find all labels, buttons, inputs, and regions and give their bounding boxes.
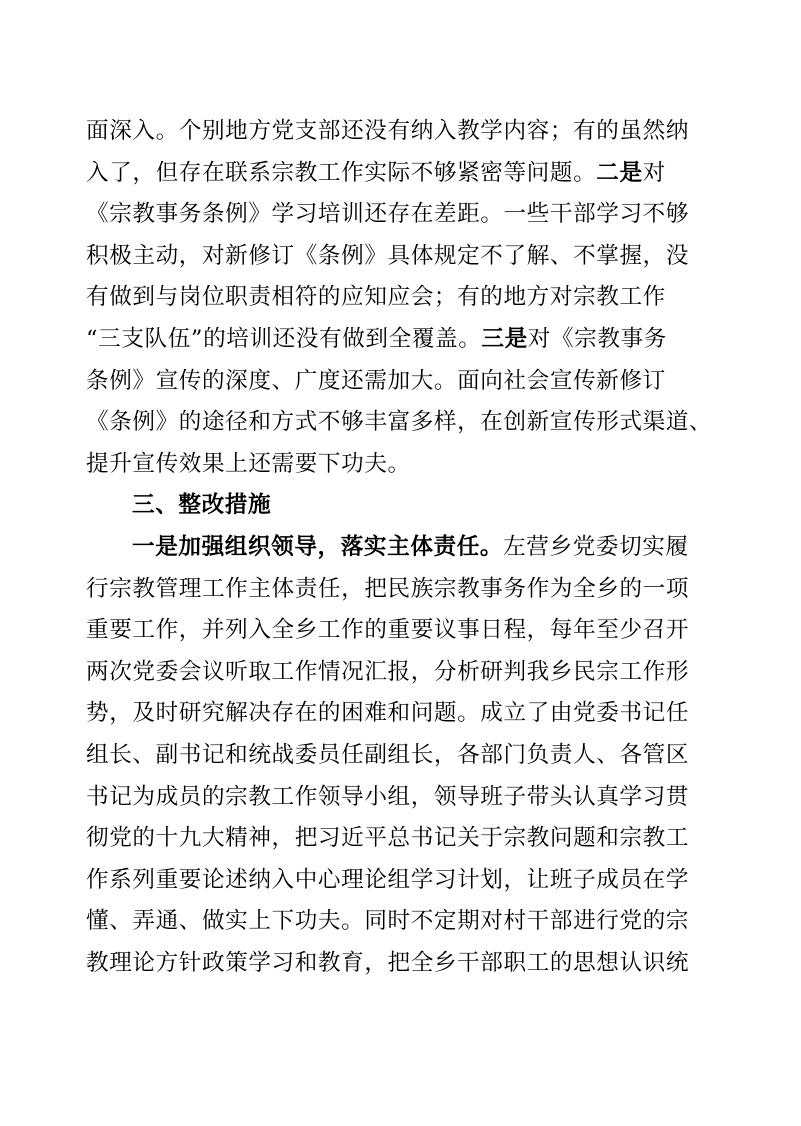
bold-text-segment: 三、整改措施 [132,492,272,519]
text-segment: 对《宗教事务 [527,325,667,352]
text-line [86,153,726,195]
text-line [86,569,726,611]
text-line [86,111,726,153]
text-segment: 面深入。个别地方党支部还没有纳入教学内容；有的虽然纳 [86,118,690,144]
text-line [86,361,726,403]
text-line [86,277,726,319]
text-segment: 积极主动，对新修订《条例》具体规定不了解、不掌握，没 [86,242,690,269]
text-segment: 书记为成员的宗教工作领导小组，领导班子带头认真学习贯 [86,783,690,810]
text-line [86,194,726,236]
text-segment: 两次党委会议听取工作情况汇报，分析研判我乡民宗工作形 [86,658,690,685]
text-segment: 条例》宣传的深度、广度还需加大。面向社会宣传新修订 [86,367,666,394]
text-segment: 提升宣传效果上还需要下功夫。 [86,450,411,477]
text-segment: 作系列重要论述纳入中心理论组学习计划，让班子成员在学 [86,866,690,893]
section-heading [86,485,726,527]
text-segment: 《宗教事务条例》学习培训还存在差距。一些干部学习不够 [86,201,690,228]
text-segment: 《条例》的途径和方式不够丰富多样，在创新宣传形式渠道、 [86,409,713,436]
text-segment: 左营乡党委切实履 [503,533,689,560]
text-line [86,943,726,985]
text-segment: 入了，但存在联系宗教工作实际不够紧密等问题。 [86,159,597,186]
bold-text-segment: 一是加强组织领导，落实主体责任。 [132,533,504,560]
text-line [86,735,726,777]
text-line [86,236,726,278]
text-line [86,610,726,652]
text-line [86,402,726,444]
text-segment: 行宗教管理工作主体责任，把民族宗教事务作为全乡的一项 [86,575,690,602]
text-segment: “三支队伍”的培训还没有做到全覆盖。 [86,325,482,352]
text-segment: 有做到与岗位职责相符的应知应会；有的地方对宗教工作 [86,284,666,311]
bold-text-segment: 三是 [481,325,528,352]
text-line [86,860,726,902]
text-segment: 对 [642,159,666,186]
body-text [86,111,726,984]
text-segment: 彻党的十九大精神，把习近平总书记关于宗教问题和宗教工 [86,825,690,852]
text-line [86,319,726,361]
text-segment: 势，及时研究解决存在的困难和问题。成立了由党委书记任 [86,700,690,727]
text-segment: 重要工作，并列入全乡工作的重要议事日程，每年至少召开 [86,617,690,644]
text-line [86,693,726,735]
text-line [86,652,726,694]
text-segment: 教理论方针政策学习和教育，把全乡干部职工的思想认识统 [86,949,690,976]
text-segment: 懂、弄通、做实上下功夫。同时不定期对村干部进行党的宗 [86,908,690,935]
text-line [86,777,726,819]
text-segment: 组长、副书记和统战委员任副组长，各部门负责人、各管区 [86,741,690,768]
text-line [86,818,726,860]
text-line [86,901,726,943]
bold-text-segment: 二是 [596,159,643,186]
text-line [86,527,726,569]
text-line [86,444,726,486]
